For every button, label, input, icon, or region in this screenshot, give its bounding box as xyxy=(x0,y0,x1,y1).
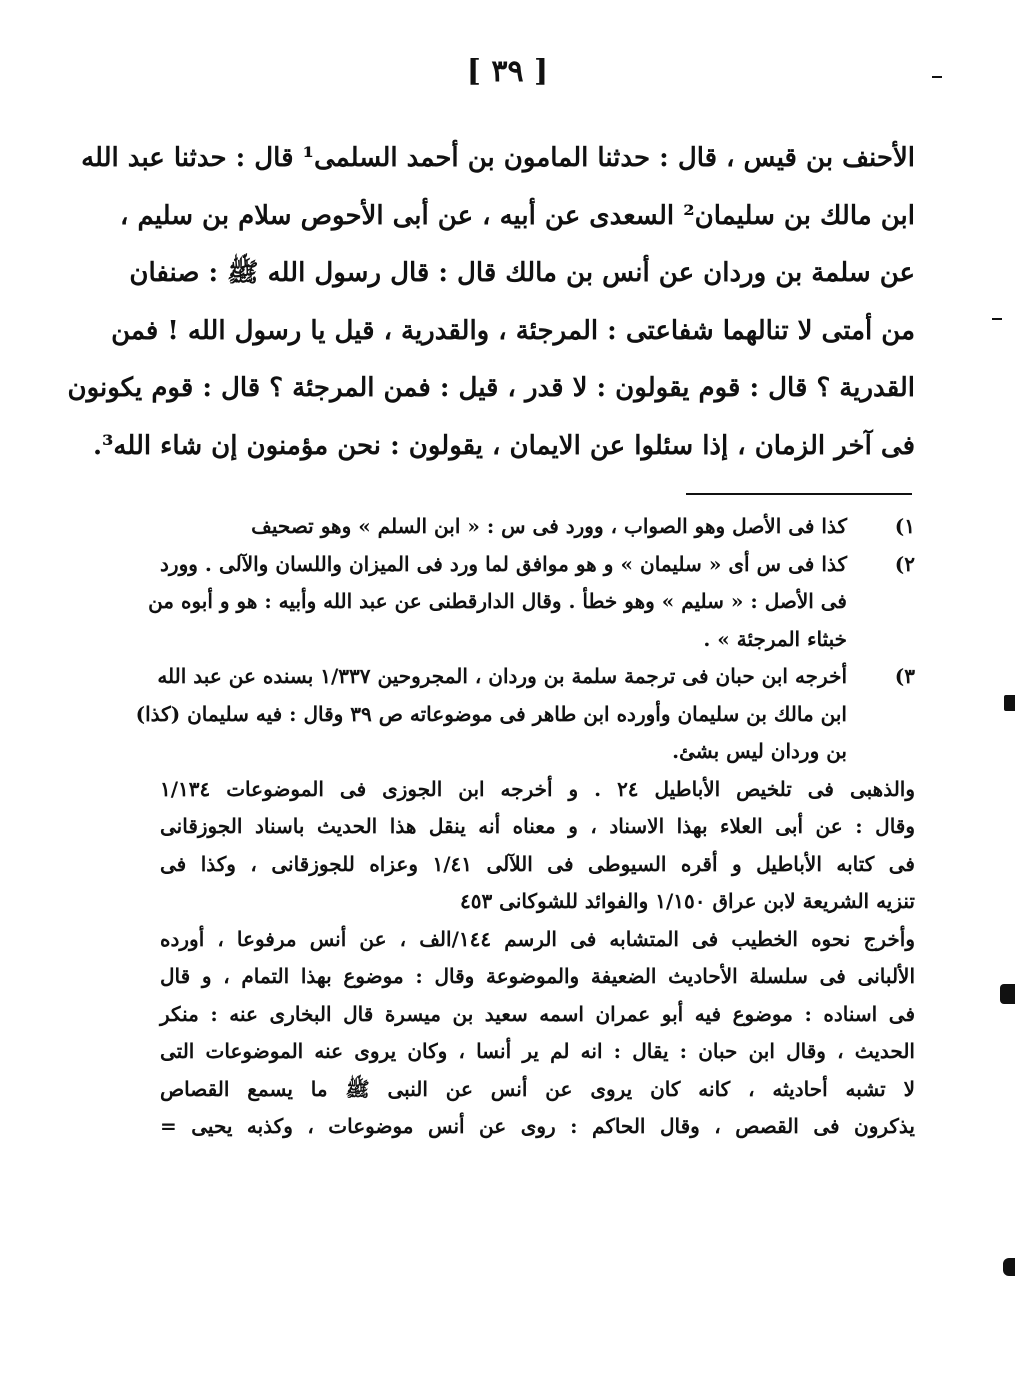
scan-mark xyxy=(1000,984,1015,1004)
footnote-line: بن وردان ليس بشئ. xyxy=(672,739,847,763)
footnote-3 xyxy=(135,658,915,771)
footnote-line: الألبانى فى سلسلة الأحاديث الضعيفة والموضوعة وقال : موضوع بهذا التمام ، و قال xyxy=(160,964,915,988)
footnote-number: ٣) xyxy=(894,664,915,688)
footnote-line: يذكرون فى القصص ، وقال الحاكم : روى عن أنس موضوعات ، وكذبه يحيى = xyxy=(160,1114,915,1138)
footnote-line: وأخرج نحوه الخطيب فى المتشابه فى الرسم ١٤٤/الف ، عن أنس مرفوعا ، أورده xyxy=(160,926,915,951)
footnotes xyxy=(135,508,915,1146)
footnote-line: والذهبى فى تلخيص الأباطيل ٢٤ . و أخرجه ابن الجوزى فى الموضوعات ١/١٣٤ xyxy=(160,776,915,801)
main-text-line: الأحنف بن قيس ، قال : حدثنا المامون بن أحمد السلمى¹ قال : حدثنا عبد الله xyxy=(81,143,915,173)
main-text-line: القدرية ؟ قال : قوم يقولون : لا قدر ، قيل : فمن المرجئة ؟ قال : قوم يكونون xyxy=(67,373,915,403)
main-text-line: فى آخر الزمان ، إذا سئلوا عن الايمان ، يقولون : نحن مؤمنون إن شاء الله³. xyxy=(92,430,915,461)
footnote-line: الحديث ، وقال ابن حبان : يقال : انه لم ير أنسا ، وكان يروى عنه الموضوعات التى xyxy=(160,1039,915,1063)
page-number: [ ٣٩ ] xyxy=(466,54,549,89)
footnote-line: وقال : عن أبى العلاء بهذا الاسناد ، و معناه أنه ينقل هذا الحديث باسناد الجوزقانى xyxy=(160,814,915,838)
main-text-line: عن سلمة بن وردان عن أنس بن مالك قال : قال رسول الله ﷺ : صنفان xyxy=(129,258,915,288)
scan-mark xyxy=(1003,1258,1015,1276)
scan-mark xyxy=(932,76,942,78)
footnote-line: ابن مالك بن سليمان وأورده ابن طاهر فى موضوعاته ص ٣٩ وقال : فيه سليمان (كذا) xyxy=(135,701,847,726)
scan-mark xyxy=(992,318,1002,320)
footnote-line: تنزيه الشريعة لابن عراق ١/١٥٠ والفوائد للشوكانى ٤٥٣ xyxy=(459,889,915,913)
footnote-line: أخرجه ابن حبان فى ترجمة سلمة بن وردان ، المجروحين ١/٣٣٧ بسنده عن عبد الله xyxy=(157,664,847,688)
main-text-line: ابن مالك بن سليمان² السعدى عن أبيه ، عن أبى الأحوص سلام بن سليم ، xyxy=(120,200,915,231)
footnote-number: ١) xyxy=(894,514,915,538)
footnote-1 xyxy=(160,508,915,546)
scan-mark xyxy=(1004,695,1015,711)
main-text-line: من أمتى لا تنالهما شفاعتى : المرجئة ، والقدرية ، قيل يا رسول الله ! فمن xyxy=(111,315,915,346)
footnote-line: كذا فى الأصل وهو الصواب ، وورد فى س : « ابن السلم » وهو تصحيف xyxy=(251,514,847,538)
footnote-number: ٢) xyxy=(894,551,915,576)
footnote-line: فى الأصل : « سليم » وهو خطأ . وقال الدارقطنى عن عبد الله وأبيه : هو و أبوه من xyxy=(148,589,847,613)
footnote-separator xyxy=(686,493,912,495)
footnote-line: فى كتابه الأباطيل و أقره السيوطى فى اللآلى ١/٤١ وعزاه للجوزقانى ، وكذا فى xyxy=(160,851,915,876)
footnote-line: كذا فى س أى « سليمان » و هو موافق لما ورد فى الميزان واللسان والآلى . وورد xyxy=(160,551,847,576)
footnote-line: خبثاء المرجئة » . xyxy=(703,626,847,651)
footnote-line: فى اسناده : موضوع فيه أبو عمران اسمه سعيد بن ميسرة قال البخارى عنه : منكر xyxy=(160,1001,915,1026)
footnote-3-continuation xyxy=(160,771,915,1146)
footnote-2 xyxy=(148,546,915,659)
main-text xyxy=(67,130,915,475)
footnote-line: لا تشبه أحاديثه ، كانه كان يروى عن أنس عن النبى ﷺ ما يسمع القصاص xyxy=(160,1076,915,1101)
